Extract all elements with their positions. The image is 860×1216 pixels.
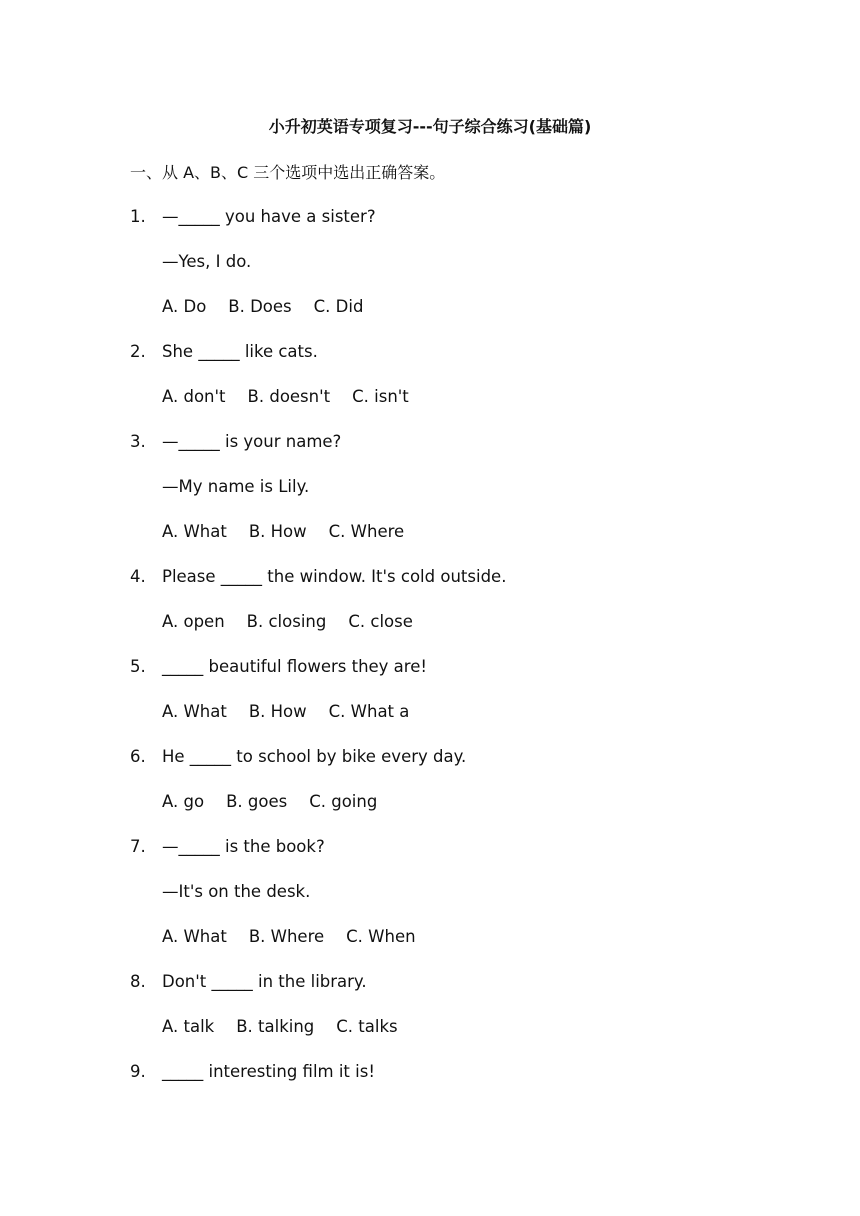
option-b: B. talking <box>236 1017 315 1036</box>
question-stem: —_____ you have a sister? <box>162 207 376 226</box>
question-options <box>162 791 399 813</box>
option-c: C. When <box>346 927 416 946</box>
question-number: 7. <box>130 837 146 856</box>
question-stem: He _____ to school by bike every day. <box>162 747 467 766</box>
question-stem: _____ beautiful flowers they are! <box>162 657 427 676</box>
option-c: C. Where <box>328 522 405 541</box>
option-c: C. going <box>309 792 378 811</box>
option-a: A. don't <box>162 387 226 406</box>
option-b: B. Where <box>248 927 325 946</box>
option-b: B. closing <box>246 612 327 631</box>
option-b: B. doesn't <box>247 387 331 406</box>
question-options <box>162 296 385 318</box>
option-a: A. Do <box>162 297 207 316</box>
question-stem: Please _____ the window. It's cold outside. <box>162 567 507 586</box>
question-number: 2. <box>130 342 146 361</box>
question-number: 8. <box>130 972 146 991</box>
option-c: C. Did <box>313 297 364 316</box>
question-options <box>162 386 431 408</box>
question-reply: —Yes, I do. <box>162 252 252 271</box>
question-number: 3. <box>130 432 146 451</box>
question-number: 4. <box>130 567 146 586</box>
question-options <box>162 701 431 723</box>
option-b: B. How <box>248 522 307 541</box>
question-options <box>162 926 438 948</box>
question-stem: Don't _____ in the library. <box>162 972 367 991</box>
option-c: C. isn't <box>352 387 409 406</box>
question-reply: —It's on the desk. <box>162 882 311 901</box>
option-a: A. What <box>162 522 227 541</box>
question-reply: —My name is Lily. <box>162 477 310 496</box>
option-b: B. How <box>248 702 307 721</box>
question-number: 1. <box>130 207 146 226</box>
question-number: 9. <box>130 1062 146 1081</box>
option-c: C. close <box>348 612 413 631</box>
question-options <box>162 611 435 633</box>
question-number: 5. <box>130 657 146 676</box>
option-a: A. talk <box>162 1017 215 1036</box>
option-a: A. open <box>162 612 225 631</box>
page-title: 小升初英语专项复习---句子综合练习(基础篇) <box>268 117 592 136</box>
option-a: A. go <box>162 792 205 811</box>
question-stem: She _____ like cats. <box>162 342 318 361</box>
question-stem: —_____ is your name? <box>162 432 342 451</box>
option-a: A. What <box>162 927 227 946</box>
question-number: 6. <box>130 747 146 766</box>
question-stem: _____ interesting film it is! <box>162 1062 375 1081</box>
option-c: C. talks <box>336 1017 398 1036</box>
option-a: A. What <box>162 702 227 721</box>
option-b: B. Does <box>228 297 292 316</box>
question-options <box>162 521 426 543</box>
question-options <box>162 1016 420 1038</box>
question-stem: —_____ is the book? <box>162 837 325 856</box>
section-heading: 一、从 A、B、C 三个选项中选出正确答案。 <box>130 163 446 182</box>
option-c: C. What a <box>328 702 410 721</box>
option-b: B. goes <box>226 792 288 811</box>
